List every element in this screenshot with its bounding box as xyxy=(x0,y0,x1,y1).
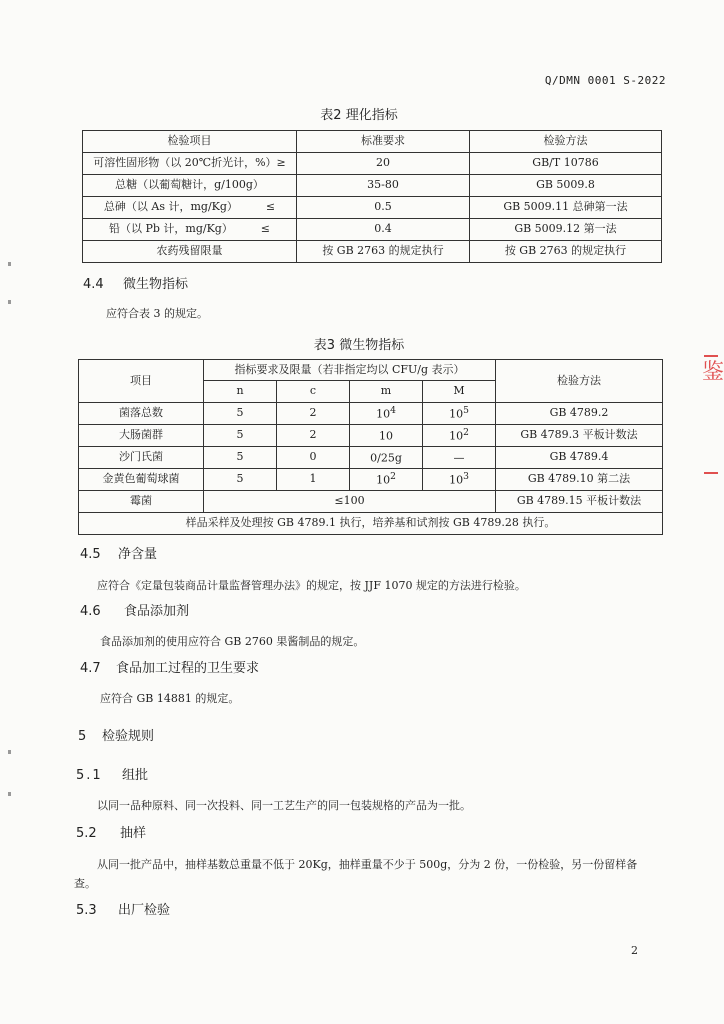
section-title: 出厂检验 xyxy=(118,903,171,918)
table-cell: GB 5009.11 总砷第一法 xyxy=(470,197,662,219)
table2 xyxy=(82,130,662,263)
table-cell: 5 xyxy=(204,425,277,447)
margin-mark xyxy=(8,750,11,754)
table-cell: 金黄色葡萄球菌 xyxy=(79,469,204,491)
table-cell: 2 xyxy=(277,425,350,447)
table-cell: GB 4789.4 xyxy=(496,447,663,469)
table-subheader: M xyxy=(423,381,496,403)
table-cell: 农药残留限量 xyxy=(83,241,297,263)
table-cell: 1 xyxy=(277,469,350,491)
table-cell xyxy=(423,447,496,469)
paragraph: 应符合《定量包装商品计量监督管理办法》的规定，按 JJF 1070 规定的方法进行检验。 xyxy=(97,579,526,592)
table-row xyxy=(79,425,663,447)
table-row xyxy=(83,175,662,197)
table-cell: 铅（以 Pb 计，mg/Kg） ≤ xyxy=(83,219,297,241)
table-cell xyxy=(350,447,423,469)
section-number: 4.6 xyxy=(80,604,101,619)
table-row xyxy=(83,219,662,241)
section-title: 组批 xyxy=(122,768,149,783)
section-number: 5.2 xyxy=(76,826,97,841)
table-row xyxy=(83,197,662,219)
table-cell: 沙门氏菌 xyxy=(79,447,204,469)
value: 10 xyxy=(376,407,391,421)
section-title: 检验规则 xyxy=(102,729,155,744)
paragraph: 应符合表 3 的规定。 xyxy=(106,307,208,320)
paragraph: 应符合 GB 14881 的规定。 xyxy=(100,692,240,705)
table-header: 标准要求 xyxy=(297,131,470,153)
value: 10 xyxy=(449,473,464,487)
exponent: 2 xyxy=(390,471,396,483)
table-cell: 可溶性固形物（以 20℃折光计，%）≥ xyxy=(83,153,297,175)
margin-mark xyxy=(8,300,11,304)
table-footer-row xyxy=(79,513,663,535)
table-cell: 按 GB 2763 的规定执行 xyxy=(297,241,470,263)
table3 xyxy=(78,359,663,535)
section-number: 5.3 xyxy=(76,903,97,918)
value: 10 xyxy=(449,429,464,443)
section-heading-4-7 xyxy=(80,657,259,676)
table-cell: 按 GB 2763 的规定执行 xyxy=(470,241,662,263)
table-cell: 菌落总数 xyxy=(79,403,204,425)
table-cell: GB 5009.8 xyxy=(470,175,662,197)
table-row xyxy=(83,241,662,263)
table-header: 检验方法 xyxy=(470,131,662,153)
table-subheader: m xyxy=(350,381,423,403)
standard-number: Q/DMN 0001 S-2022 xyxy=(544,74,666,87)
section-number: 4.4 xyxy=(83,277,104,292)
table-subheader: n xyxy=(204,381,277,403)
table-cell xyxy=(350,403,423,425)
paragraph: 食品添加剂的使用应符合 GB 2760 果酱制品的规定。 xyxy=(100,635,365,648)
table-cell: GB/T 10786 xyxy=(470,153,662,175)
table-row xyxy=(79,403,663,425)
section-number: 4.5 xyxy=(80,547,101,562)
table-row xyxy=(79,491,663,513)
stamp-mark xyxy=(704,472,718,474)
table-cell: 总砷（以 As 计，mg/Kg） ≤ xyxy=(83,197,297,219)
page-number: 2 xyxy=(631,944,638,957)
table-cell: GB 4789.15 平板计数法 xyxy=(496,491,663,513)
section-title: 净含量 xyxy=(118,547,158,562)
table-cell: 总糖（以葡萄糖计，g/100g） xyxy=(83,175,297,197)
stamp-mark xyxy=(704,355,718,357)
section-heading-5 xyxy=(78,725,154,744)
exponent: 4 xyxy=(390,405,396,417)
value: — xyxy=(453,451,465,465)
table-cell: 20 xyxy=(297,153,470,175)
table-cell: 0.5 xyxy=(297,197,470,219)
table-cell: 霉菌 xyxy=(79,491,204,513)
value: 0/25g xyxy=(370,451,402,465)
section-title: 食品加工过程的卫生要求 xyxy=(116,661,260,676)
table-header: 指标要求及限量（若非指定均以 CFU/g 表示） xyxy=(204,360,496,381)
table-row xyxy=(79,447,663,469)
section-heading-4-6 xyxy=(80,600,189,619)
table-header: 检验项目 xyxy=(83,131,297,153)
table-cell: GB 5009.12 第一法 xyxy=(470,219,662,241)
table-cell xyxy=(423,403,496,425)
section-heading-4-5 xyxy=(80,543,157,562)
table-cell: 0 xyxy=(277,447,350,469)
section-heading-4-4 xyxy=(83,273,188,292)
table-cell: 大肠菌群 xyxy=(79,425,204,447)
table-footer: 样品采样及处理按 GB 4789.1 执行，培养基和试剂按 GB 4789.28 执行。 xyxy=(79,513,663,535)
table-header: 检验方法 xyxy=(496,360,663,403)
paragraph: 以同一品种原料、同一次投料、同一工艺生产的同一包装规格的产品为一批。 xyxy=(97,799,471,812)
table-cell: GB 4789.3 平板计数法 xyxy=(496,425,663,447)
paragraph: 从同一批产品中，抽样基数总重量不低于 20Kg，抽样重量不少于 500g，分为 2 份，一份检验，另一份留样备 xyxy=(97,858,638,871)
table-header-row xyxy=(79,360,663,381)
stamp-fragment: 鉴 xyxy=(702,360,724,385)
table-cell xyxy=(423,425,496,447)
margin-mark xyxy=(8,792,11,796)
exponent: 5 xyxy=(463,405,469,417)
table-cell: 5 xyxy=(204,447,277,469)
table-cell: 2 xyxy=(277,403,350,425)
section-title: 食品添加剂 xyxy=(124,604,190,619)
exponent: 3 xyxy=(463,471,469,483)
table2-title: 表2 理化指标 xyxy=(320,108,398,123)
paragraph-continued: 查。 xyxy=(74,877,96,890)
value: 10 xyxy=(379,429,393,443)
table-header-row xyxy=(83,131,662,153)
table-header: 项目 xyxy=(79,360,204,403)
margin-mark xyxy=(8,262,11,266)
table-cell: 0.4 xyxy=(297,219,470,241)
table-cell: 5 xyxy=(204,403,277,425)
section-heading-5-3 xyxy=(76,899,170,918)
section-number: 4.7 xyxy=(80,661,101,676)
section-number: 5.1 xyxy=(76,768,103,783)
table-cell xyxy=(350,425,423,447)
section-title: 微生物指标 xyxy=(123,277,189,292)
value: 10 xyxy=(449,407,464,421)
table-cell: GB 4789.2 xyxy=(496,403,663,425)
table-row xyxy=(79,469,663,491)
section-heading-5-2 xyxy=(76,822,146,841)
section-heading-5-1 xyxy=(76,764,148,783)
section-number: 5 xyxy=(78,729,87,744)
table-cell: ≤100 xyxy=(204,491,496,513)
table3-title: 表3 微生物指标 xyxy=(313,338,405,353)
table-row xyxy=(83,153,662,175)
table-cell xyxy=(423,469,496,491)
table-cell: 5 xyxy=(204,469,277,491)
exponent: 2 xyxy=(463,427,469,439)
section-title: 抽样 xyxy=(120,826,147,841)
table-cell: 35-80 xyxy=(297,175,470,197)
table-cell: GB 4789.10 第二法 xyxy=(496,469,663,491)
value: 10 xyxy=(376,473,391,487)
table-subheader: c xyxy=(277,381,350,403)
table-cell xyxy=(350,469,423,491)
